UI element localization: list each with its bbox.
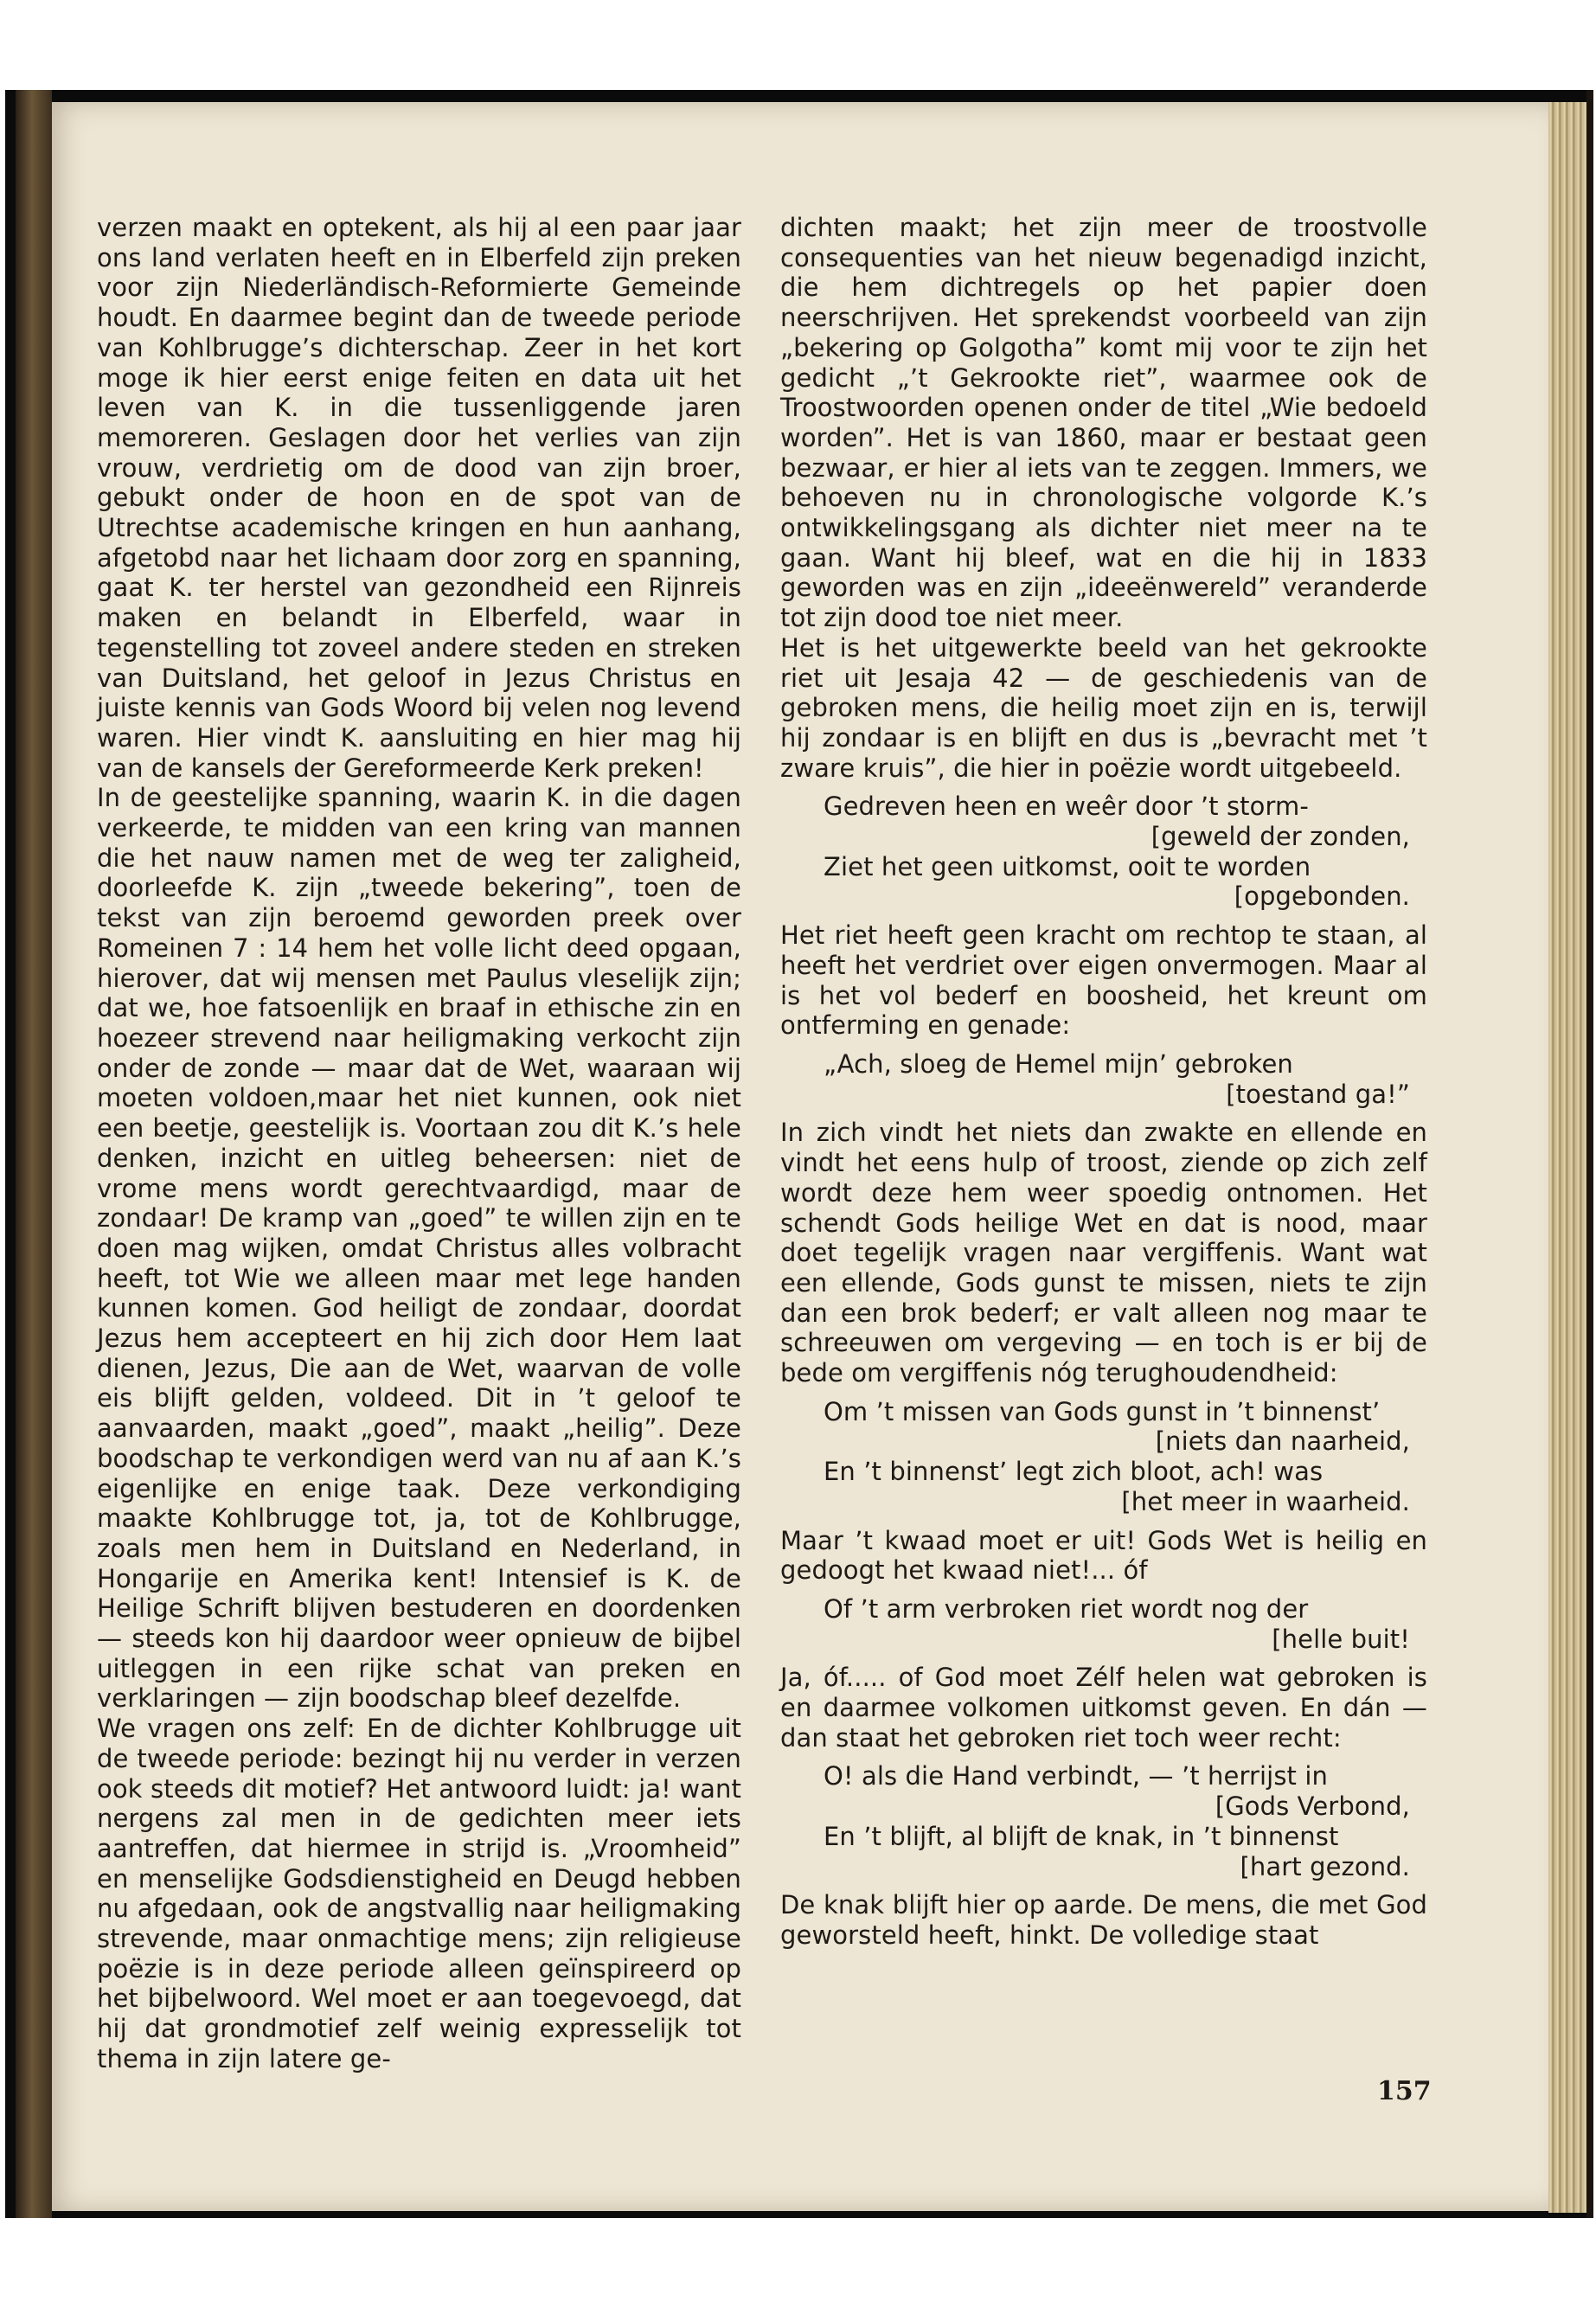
verse-line: Gedreven heen en weêr door ’t storm-: [824, 792, 1309, 822]
paragraph: dichten maakt; het zijn meer de troostvolle consequenties van het nieuw begenadigd inzicht, die hem dichtregels op het papier doen neerschrijven. Het sprekendst voorbeeld van zijn „bekering op Golgotha” komt mij voor te zijn het gedicht „’t Gekrookte riet”, waarmee ook de Troostwoorden openen onder de titel „Wie bedoeld worden”. Het is van 1860, maar er bestaat geen bezwaar, er hier al iets van te zeggen. Immers, we behoeven nu in chronologische volgorde K.’s ontwikkelingsgang als dichter niet meer na te gaan. Want hij bleef, wat en die hij in 1833 geworden was en zijn „ideeënwereld” veranderde tot zijn dood toe niet meer.: [780, 213, 1427, 633]
verse-line: [helle buit!: [1272, 1624, 1410, 1654]
paragraph: In zich vindt het niets dan zwakte en ellende en vindt het eens hulp of troost, ziende op zich zelf wordt deze hem weer spoedig ontnomen. Het schendt Gods heilige Wet en dat is nood, maar doet tegelijk vragen naar vergiffenis. Want wat een ellende, Gods gunst te missen, niets te zijn dan een brok bederf; er valt alleen nog maar te schreeuwen om vergeving — en toch is er bij de bede om vergiffenis nóg terughoudendheid:: [780, 1118, 1427, 1388]
verse-line: „Ach, sloeg de Hemel mijn’ gebroken: [824, 1048, 1293, 1079]
verse: [824, 1397, 1427, 1517]
paragraph: Ja, óf..... of God moet Zélf helen wat gebroken is en daarmee volkomen uitkomst geven. En dán — dan staat het gebroken riet toch weer recht:: [780, 1663, 1427, 1753]
verse: [824, 792, 1427, 912]
paragraph: Maar ’t kwaad moet er uit! Gods Wet is heilig en gedoogt het kwaad niet!... óf: [780, 1525, 1427, 1586]
paragraph: Het riet heeft geen kracht om rechtop te staan, al heeft het verdriet over eigen onvermogen. Maar al is het vol bederf en boosheid, het kreunt om ontferming en genade:: [780, 920, 1427, 1041]
right-column: [780, 213, 1427, 1951]
page-edges: [1548, 102, 1592, 2213]
paragraph: In de geestelijke spanning, waarin K. in die dagen verkeerde, te midden van een kring van mannen die het nauw namen met de weg ter zaligheid, doorleefde K. zijn „tweede bekering”, toen de tekst van zijn beroemd geworden preek over Romeinen 7 : 14 hem het volle licht deed opgaan, hierover, dat wij mensen met Paulus vleselijk zijn; dat we, hoe fatsoenlijk en braaf in ethische zin en hoezeer strevend naar heiligmaking verkocht zijn onder de zonde — maar dat de Wet, waaraan wij moeten voldoen,maar het niet kunnen, ook niet een beetje, geestelijk is. Voortaan zou dit K.’s hele denken, inzicht en uitleg beheersen: niet de vrome mens wordt gerechtvaardigd, maar de zondaar! De kramp van „goed” te willen zijn en te doen mag wijken, omdat Christus alles volbracht heeft, tot Wie we alleen maar met lege handen kunnen komen. God heiligt de zondaar, doordat Jezus hem accepteert en hij zich door Hem laat dienen, Jezus, Die aan de Wet, waarvan de volle eis blijft gelden, voldeed. Dit in ’t geloof te aanvaarden, maakt „goed”, maakt „heilig”. Deze boodschap te verkondigen werd van nu af aan K.’s eigenlijke en enige taak. Deze verkondiging maakte Kohlbrugge tot, ja, tot de Kohlbrugge, zoals men hem in Duitsland en Nederland, in Hongarije en Amerika kent! Intensief is K. de Heilige Schrift blijven bestuderen en doordenken — steeds kon hij daardoor weer opnieuw de bijbel uitleggen in een rijke schat van preken en verklaringen — zijn boodschap bleef dezelfde.: [97, 783, 741, 1714]
book-binding: [16, 90, 52, 2218]
verse-line: En ’t binnenst’ legt zich bloot, ach! was: [824, 1457, 1324, 1487]
page-edge-shadow: [1586, 90, 1593, 2218]
paragraph: Het is het uitgewerkte beeld van het gekrookte riet uit Jesaja 42 — de geschiedenis van de gebroken mens, die heilig moet zijn en is, terwijl hij zondaar is en blijft en dus is „bevracht met ’t zware kruis”, die hier in poëzie wordt uitgebeeld.: [780, 632, 1427, 783]
verse-line: En ’t blijft, al blijft de knak, in ’t binnenst: [824, 1821, 1339, 1851]
verse-line: Of ’t arm verbroken riet wordt nog der: [824, 1593, 1309, 1624]
verse-line: [opgebonden.: [1234, 881, 1410, 912]
left-column: [97, 213, 741, 2074]
verse-line: [niets dan naarheid,: [1155, 1426, 1410, 1457]
verse-line: [toestand ga!”: [1226, 1079, 1410, 1109]
verse-line: [hart gezond.: [1240, 1851, 1410, 1881]
verse: [824, 1049, 1427, 1109]
paragraph: De knak blijft hier op aarde. De mens, die met God geworsteld heeft, hinkt. De volledige staat: [780, 1890, 1427, 1950]
verse: [824, 1594, 1427, 1654]
verse-line: [Gods Verbond,: [1215, 1791, 1410, 1822]
verse-line: Om ’t missen van Gods gunst in ’t binnenst’: [824, 1396, 1381, 1426]
verse: [824, 1761, 1427, 1881]
verse-line: [geweld der zonden,: [1151, 822, 1410, 852]
verse-line: [het meer in waarheid.: [1121, 1486, 1410, 1516]
page-number: 157: [1377, 2076, 1432, 2106]
verse-line: O! als die Hand verbindt, — ’t herrijst in: [824, 1761, 1328, 1791]
paragraph: We vragen ons zelf: En de dichter Kohlbrugge uit de tweede periode: bezingt hij nu verder in verzen ook steeds dit motief? Het antwoord luidt: ja! want nergens zal men in de gedichten meer iets aantreffen, dat hiermee in strijd is. „Vroomheid” en menselijke Godsdienstigheid en Deugd hebben nu afgedaan, ook de angstvallig naar heiligmaking strevende, maar onmachtige mens; zijn religieuse poëzie is in deze periode alleen geïnspireerd op het bijbelwoord. Wel moet er aan toegevoegd, dat hij dat grondmotief zelf weinig expresselijk tot thema in zijn latere ge-: [97, 1714, 741, 2073]
verse-line: Ziet het geen uitkomst, ooit te worden: [824, 851, 1311, 881]
paragraph: verzen maakt en optekent, als hij al een paar jaar ons land verlaten heeft en in Elberfeld zijn preken voor zijn Niederländisch-Reformierte Gemeinde houdt. En daarmee begint dan de tweede periode van Kohlbrugge’s dichterschap. Zeer in het kort moge ik hier eerst enige feiten en data uit het leven van K. in die tussenliggende jaren memoreren. Geslagen door het verlies van zijn vrouw, verdrietig om de dood van zijn broer, gebukt onder de hoon en de spot van de Utrechtse academische kringen en hun aanhang, afgetobd naar het lichaam door zorg en spanning, gaat K. ter herstel van gezondheid een Rijnreis maken en belandt in Elberfeld, waar in tegenstelling tot zoveel andere steden en streken van Duitsland, het geloof in Jezus Christus en juiste kennis van Gods Woord bij velen nog levend waren. Hier vindt K. aansluiting en hier mag hij van de kansels der Gereformeerde Kerk preken!: [97, 213, 741, 783]
